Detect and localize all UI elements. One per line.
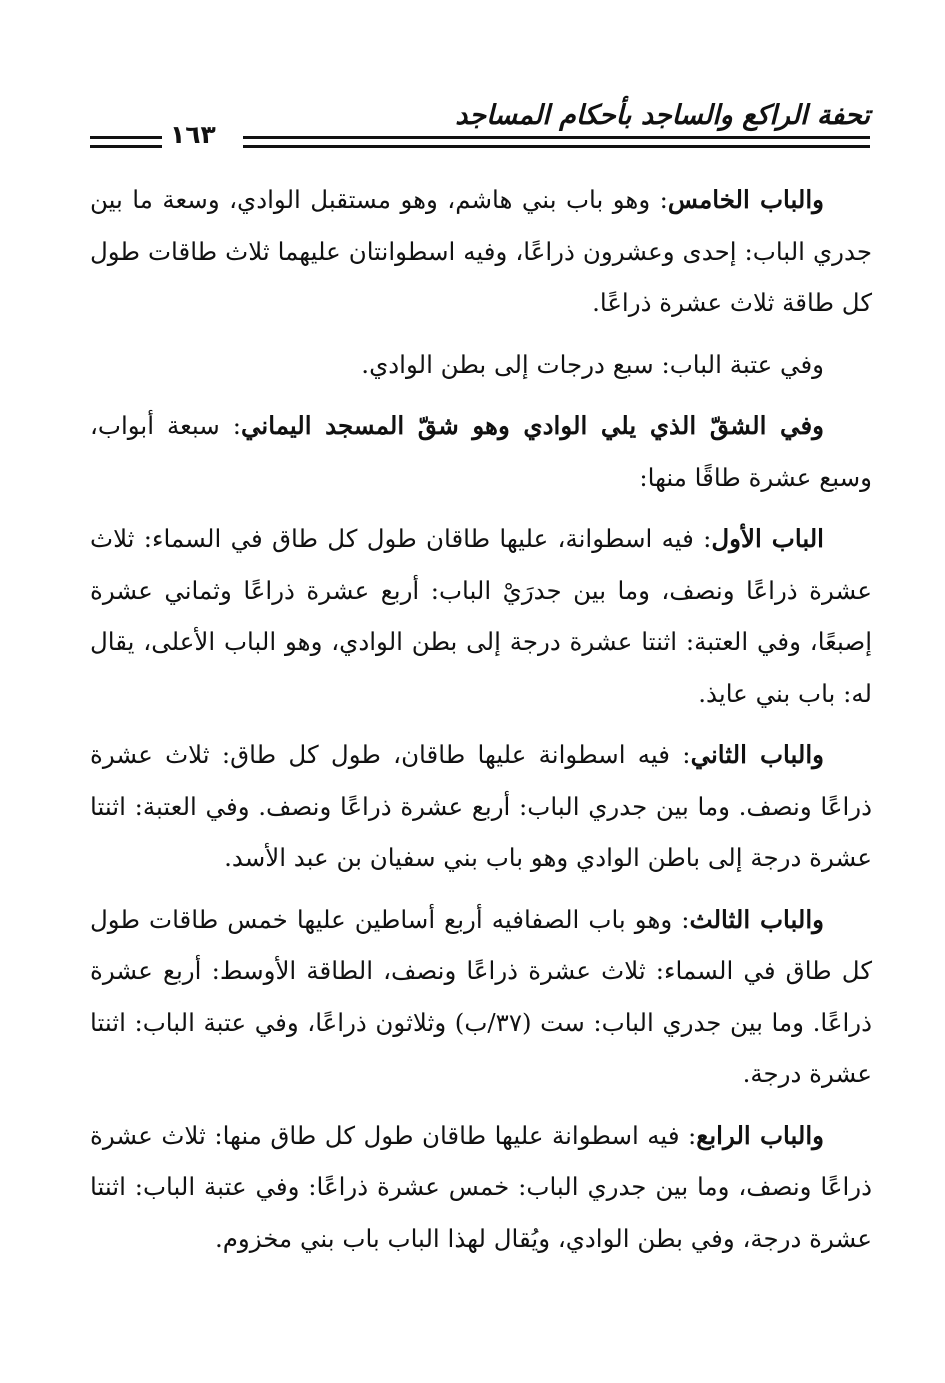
paragraph-text: : سبعة أبواب، وسبع عشرة طاقًا منها: bbox=[90, 411, 872, 492]
paragraph-text: : وهو باب بني هاشم، وهو مستقبل الوادي، وسعة ما بين جدري الباب: إحدى وعشرون ذراعًا، وفيه اسطوانتان عليهما ثلاث طاقات طول كل طاقة ثلاث عشرة ذراعًا. bbox=[90, 185, 872, 317]
main-text bbox=[90, 174, 872, 1274]
book-title: تحفة الراكع والساجد بأحكام المساجد bbox=[455, 100, 870, 131]
paragraph-first-door bbox=[90, 513, 872, 719]
paragraph-lead: والباب الثالث bbox=[689, 904, 824, 934]
header-rule-right bbox=[243, 136, 870, 148]
paragraph-fourth-door bbox=[90, 1110, 872, 1265]
running-header bbox=[88, 96, 870, 156]
paragraph-lead: الباب الأول bbox=[711, 524, 824, 553]
paragraph-second-door bbox=[90, 729, 872, 884]
header-rule-left bbox=[90, 136, 162, 148]
paragraph-text: وفي عتبة الباب: سبع درجات إلى بطن الوادي. bbox=[361, 349, 824, 379]
paragraph-lead: والباب الثاني bbox=[690, 740, 824, 769]
paragraph-text: : فيه اسطوانة عليها طاقان طول كل طاق منها: ثلاث عشرة ذراعًا ونصف، وما بين جدري الباب: خمس عشرة ذراعًا: وفي عتبة الباب: اثنتا عشرة درجة، وفي بطن الوادي، ويُقال لهذا الباب باب بني مخزوم. bbox=[90, 1120, 872, 1253]
paragraph-text: : وهو باب الصفافيه أربع أساطين عليها خمس طاقات طول كل طاق في السماء: ثلاث عشرة ذراعًا ونصف، الطاقة الأوسط: أربع عشرة ذراعًا. وما بين جدري الباب: ست (٣٧/ب) وثلاثون ذراعًا، وفي عتبة الباب: اثنتا عشرة درجة. bbox=[90, 904, 872, 1088]
page-number: ١٦٣ bbox=[170, 120, 216, 149]
paragraph-lead: والباب الخامس bbox=[667, 185, 825, 214]
paragraph-threshold bbox=[90, 339, 872, 391]
paragraph-text: : فيه اسطوانة عليها طاقان، طول كل طاق: ثلاث عشرة ذراعًا ونصف. وما بين جدري الباب: أربع عشرة ذراعًا ونصف. وفي العتبة: اثنتا عشرة درجة إلى باطن الوادي وهو باب بني سفيان بن عبد الأسد. bbox=[90, 740, 872, 872]
paragraph-lead: والباب الرابع bbox=[696, 1120, 824, 1150]
paragraph-lead: وفي الشقّ الذي يلي الوادي وهو شقّ المسجد اليماني bbox=[241, 411, 824, 440]
paragraph-fifth-door bbox=[90, 174, 872, 329]
paragraph-text: : فيه اسطوانة، عليها طاقان طول كل طاق في السماء: ثلاث عشرة ذراعًا ونصف، وما بين جدرَيْ الباب: أربع عشرة ذراعًا وثماني عشرة إصبعًا، وفي العتبة: اثنتا عشرة درجة إلى بطن الوادي، وهو الباب الأعلى، يقال له: باب بني عايذ. bbox=[90, 524, 872, 708]
paragraph-third-door bbox=[90, 894, 872, 1100]
paragraph-yemeni-side bbox=[90, 400, 872, 503]
